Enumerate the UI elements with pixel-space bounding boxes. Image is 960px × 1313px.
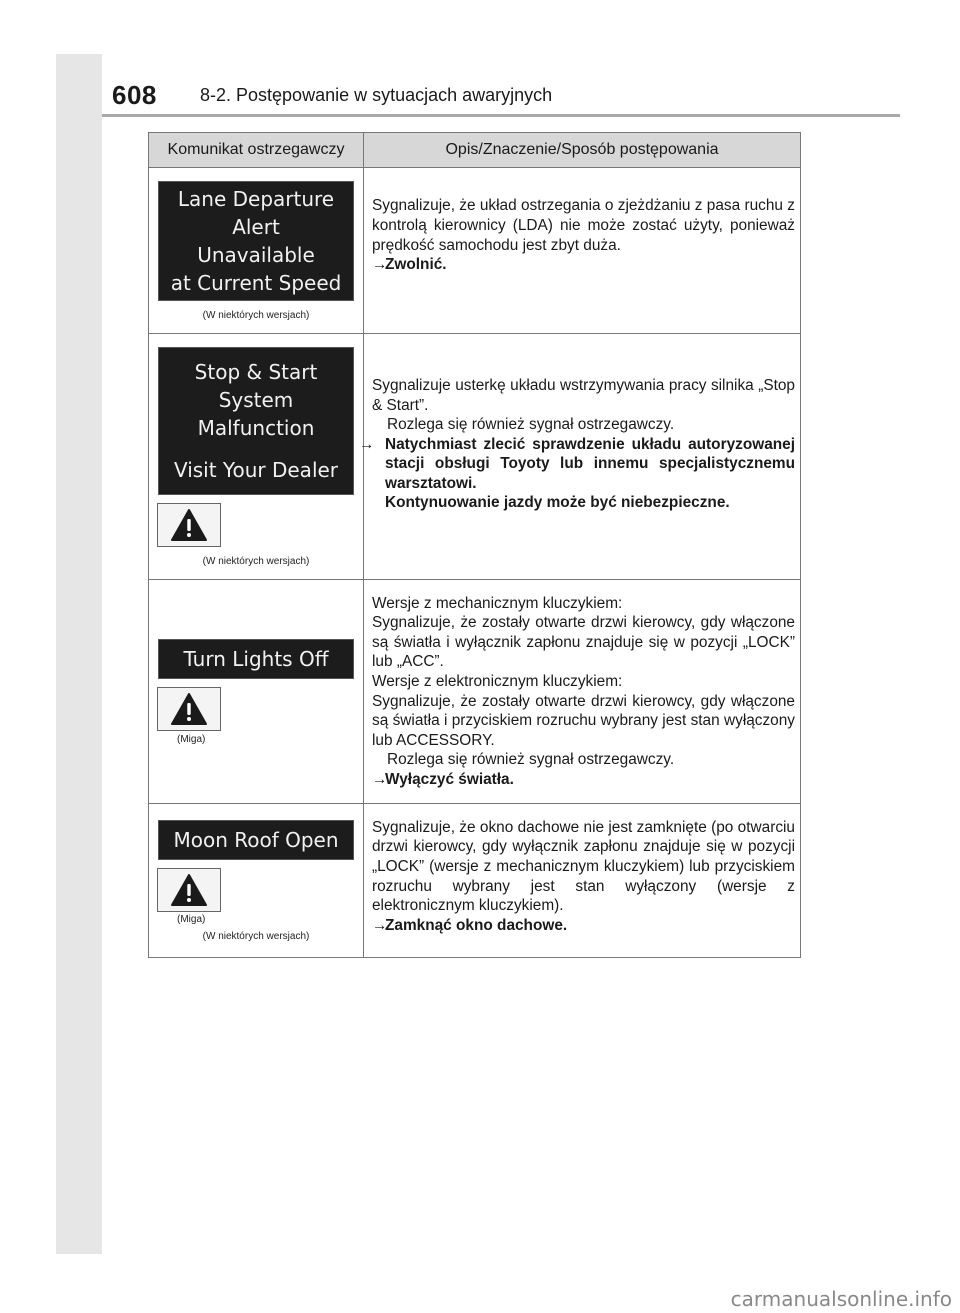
table-row (149, 334, 801, 580)
description-text: Wersje z elektronicznym kluczykiem: (372, 672, 623, 690)
description-text: Sygnalizuje, że zostały otwarte drzwi kierowcy, gdy włączone są światła i wyłącznik zapłonu znajduje się w pozycji „LOCK” lub „ACC”. (372, 614, 795, 671)
arrow-icon: → (372, 916, 388, 934)
message-line: Moon Roof Open (173, 827, 339, 852)
warning-triangle-icon (170, 692, 208, 726)
warning-frame (157, 868, 221, 912)
message-cell (149, 580, 364, 804)
table-header-row (149, 133, 801, 168)
warning-frame (157, 687, 221, 731)
arrow-icon: → (372, 256, 388, 274)
blink-note: (Miga) (177, 733, 206, 745)
description-text: Wersje z mechanicznym kluczykiem: (372, 594, 623, 612)
message-line: Malfunction (197, 415, 315, 440)
message-cell (149, 334, 364, 580)
description-text: Sygnalizuje, że zostały otwarte drzwi kierowcy, gdy włączone są światła i przyciskiem rozruchu wybrany jest stan wyłączony lub ACCESSORY. (372, 692, 795, 749)
warning-frame-wrap (149, 687, 363, 745)
description-text: Sygnalizuje, że układ ostrzegania o zjeżdżaniu z pasa ruchu z kontrolą kierownicy (LDA) nie może zostać użyty, ponieważ prędkość samochodu jest zbyt duża. (372, 197, 795, 254)
blink-note: (Miga) (177, 913, 206, 925)
description-text: Sygnalizuje usterkę układu wstrzymywania pracy silnika „Stop & Start”. (372, 376, 795, 414)
action-text: Zamknąć okno dachowe. (385, 916, 568, 934)
action-text: Zwolnić. (385, 256, 447, 274)
description-cell (364, 580, 801, 804)
message-cell (149, 168, 364, 334)
table-row (149, 580, 801, 804)
page-number: 608 (112, 80, 157, 110)
warning-triangle-icon (170, 508, 208, 542)
sound-note: Rozlega się również sygnał ostrzegawczy. (387, 416, 675, 434)
chapter-title: 8-2. Postępowanie w sytuacjach awaryjnych (200, 85, 553, 105)
col-header-message: Komunikat ostrzegawczy (149, 133, 364, 168)
arrow-icon: → (372, 770, 388, 788)
description-text: Sygnalizuje, że okno dachowe nie jest zamknięte (po otwarciu drzwi kierowcy, gdy wyłącznik zapłonu znajduje się w pozycji „LOCK” (wersje z mechanicznym kluczykiem) lub przyciskiem rozruchu wybrany jest stan wyłączony (wersje z elektronicznym kluczykiem). (372, 818, 795, 915)
description-cell (359, 334, 801, 580)
table-row (149, 168, 801, 334)
display-message (158, 181, 354, 301)
warning-frame-wrap (149, 503, 363, 547)
table-row (149, 804, 801, 958)
action-warning: Kontynuowanie jazdy może być niebezpieczne. (385, 494, 730, 512)
version-note: (W niektórych wersjach) (202, 555, 310, 567)
side-band (56, 54, 102, 1254)
message-line: Turn Lights Off (183, 646, 329, 671)
warning-triangle-icon (170, 873, 208, 907)
message-line: Lane Departure (177, 186, 335, 211)
warning-frame (157, 503, 221, 547)
message-line: Alert (232, 214, 280, 239)
sound-note: Rozlega się również sygnał ostrzegawczy. (387, 751, 675, 769)
message-line: Stop & Start (194, 359, 318, 384)
description-cell (364, 804, 801, 958)
warning-frame-wrap (149, 868, 363, 925)
description-cell (364, 168, 801, 334)
message-line: Unavailable (197, 242, 315, 267)
display-message (158, 639, 354, 679)
header-rule (102, 114, 900, 117)
message-line: at Current Speed (170, 270, 342, 295)
message-line: System (218, 387, 294, 412)
watermark: carmanualsonline.info (730, 1287, 952, 1311)
warning-table (148, 132, 801, 958)
action-text: Wyłączyć światła. (385, 770, 514, 788)
message-cell (149, 804, 364, 958)
action-text: Natychmiast zlecić sprawdzenie układu autoryzowanej stacji obsługi Toyoty lub innemu specjalistycznemu warsztatowi. (385, 435, 795, 492)
display-message (158, 820, 354, 860)
col-header-description: Opis/Znaczenie/Sposób postępowania (364, 133, 801, 168)
display-message (158, 347, 354, 495)
version-note: (W niektórych wersjach) (202, 930, 310, 942)
arrow-icon: → (359, 435, 375, 453)
version-note: (W niektórych wersjach) (202, 309, 310, 321)
message-line: Visit Your Dealer (173, 457, 339, 482)
